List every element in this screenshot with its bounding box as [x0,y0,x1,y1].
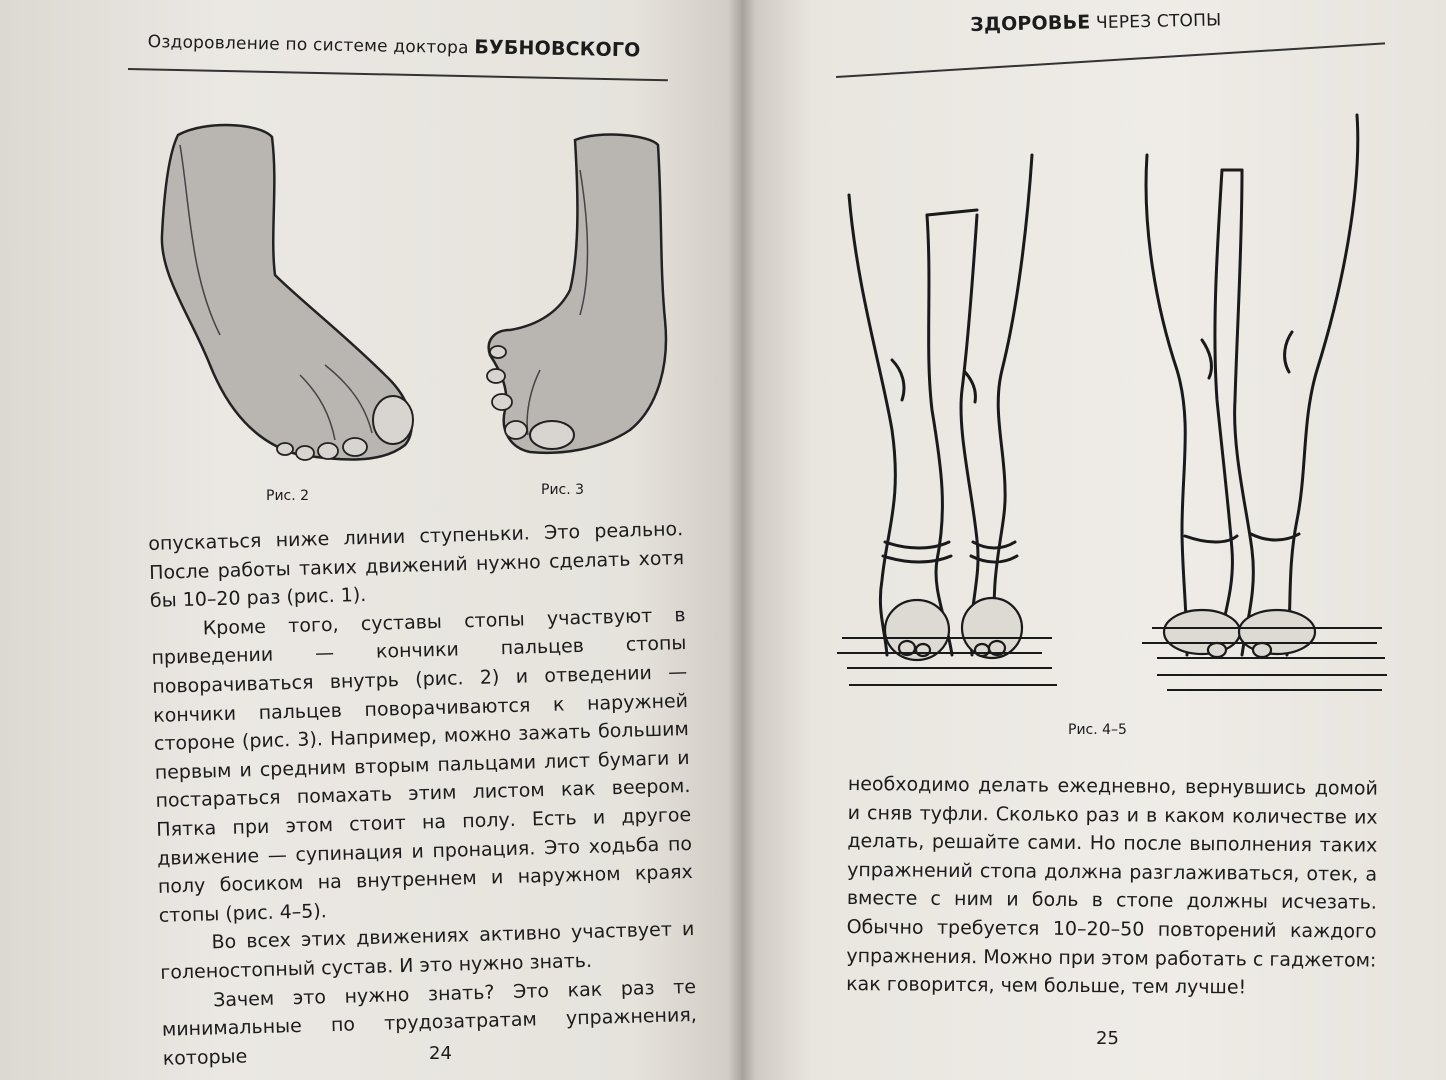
running-head-series: Оздоровление по системе доктора [147,31,475,59]
right-body-text [846,770,1378,1003]
running-head-title: ЧЕРЕЗ СТОПЫ [1090,10,1222,34]
figure-4-5-legs-illustration [837,110,1397,700]
figure-3-foot-illustration [480,130,680,470]
left-running-head [148,30,641,61]
paragraph: Зачем это нужно знать? Это как раз те минимальные по трудозатратам упражнения, которые [161,975,698,1070]
figure-2-foot-illustration [150,115,430,475]
figure-3-caption: Рис. 3 [541,482,585,498]
book-gutter-shadow [728,0,756,1080]
left-body-text [148,515,698,1073]
page-number-right: 25 [1096,1028,1119,1049]
figure-4-5-caption: Рис. 4–5 [1068,722,1127,738]
left-header-rule [128,68,668,81]
page-number-left: 24 [429,1043,452,1064]
running-head-author: БУБНОВСКОГО [474,36,641,62]
right-running-head [970,8,1222,36]
paragraph: Кроме того, суставы стопы участвуют в приведении — кончики пальцев стопы поворачиваться внутрь (рис. 2) и отведении — кончики пальцев поворачиваются к наружней стороне (рис. 3). Например, можно зажать большим первым и средним вторым пальцами лист бумаги и постараться помахать этим листом как веером. Пятка при этом стоит на полу. Есть и другое движение — супинация и пронация. Это ходьба по полу босиком на внутреннем и наружном краях стопы (рис. 4–5). [151,603,694,927]
right-header-rule [836,42,1385,78]
running-head-title-bold: ЗДОРОВЬЕ [970,11,1091,36]
paragraph: необходимо делать ежедневно, вернувшись домой и сняв туфли. Сколько раз и в каком количестве их делать, решайте сами. Но после выполнения таких упражнений стопа должна разглаживаться, отек, а вместе с ним и боль в стопе должны исчезать. Обычно требуется 10–20–50 повторений каждого упражнения. Можно при этом работать с гаджетом: как говорится, чем больше, тем лучше! [846,772,1378,999]
right-page [742,0,1446,1080]
paragraph: Во всех этих движениях активно участвует и голеностопный сустав. И это нужно знать. [160,918,695,984]
paragraph: опускаться ниже линии ступеньки. Это реально. После работы таких движений нужно сделать хотя бы 10–20 раз (рис. 1). [148,518,685,613]
figure-2-caption: Рис. 2 [266,488,310,504]
